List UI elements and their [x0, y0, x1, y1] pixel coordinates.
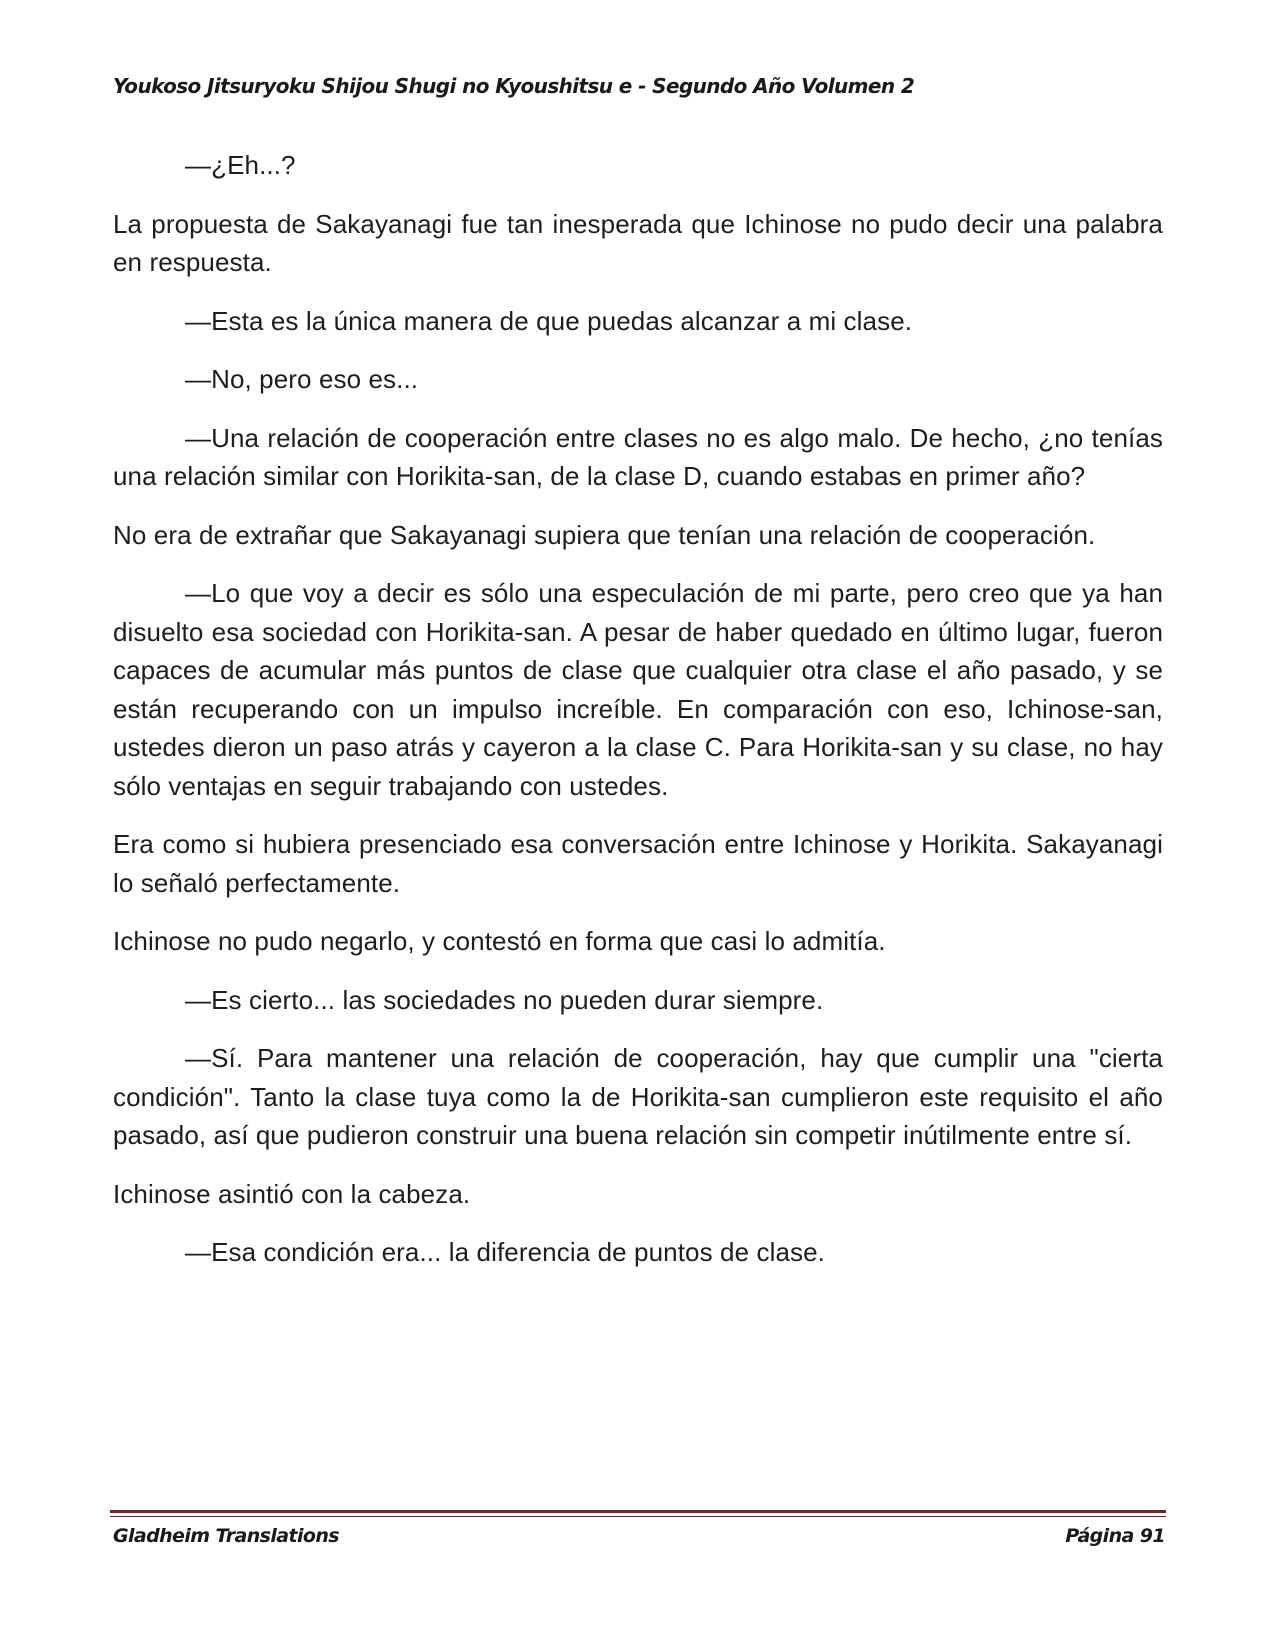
paragraph: Ichinose asintió con la cabeza.	[113, 1178, 471, 1209]
paragraph: Era como si hubiera presenciado esa conversación entre Ichinose y Horikita. Sakayanagi lo señaló perfectamente.	[113, 829, 1163, 898]
paragraph: —No, pero eso es...	[185, 364, 419, 394]
paragraph: —Esta es la única manera de que puedas alcanzar a mi clase.	[185, 305, 913, 336]
footer-divider	[110, 1510, 1166, 1513]
body-text	[113, 146, 1163, 1292]
footer-divider-thin	[110, 1516, 1166, 1517]
paragraph: No era de extrañar que Sakayanagi supiera que tenían una relación de cooperación.	[113, 519, 1096, 550]
paragraph: —¿Eh...?	[185, 150, 296, 180]
paragraph: La propuesta de Sakayanagi fue tan inesperada que Ichinose no pudo decir una palabra en respuesta.	[113, 208, 1163, 277]
paragraph: —Sí. Para mantener una relación de cooperación, hay que cumplir una "cierta condición". Tanto la clase tuya como la de Horikita-san cumplieron este requisito el año pasado, así que pudieron construir una buena relación sin competir inútilmente entre sí.	[113, 1043, 1163, 1150]
footer-translator: Gladheim Translations	[113, 1525, 339, 1547]
page-number: Página 91	[1065, 1525, 1165, 1547]
paragraph: —Es cierto... las sociedades no pueden durar siempre.	[185, 984, 824, 1015]
paragraph: —Una relación de cooperación entre clases no es algo malo. De hecho, ¿no tenías una relación similar con Horikita-san, de la clase D, cuando estabas en primer año?	[113, 422, 1163, 491]
page-header: Youkoso Jitsuryoku Shijou Shugi no Kyoushitsu e - Segundo Año Volumen 2	[113, 74, 915, 98]
paragraph: —Esa condición era... la diferencia de puntos de clase.	[185, 1237, 825, 1267]
paragraph: —Lo que voy a decir es sólo una especulación de mi parte, pero creo que ya han disuelto esa sociedad con Horikita-san. A pesar de haber quedado en último lugar, fueron capaces de acumular más puntos de clase que cualquier otra clase el año pasado, y se están recuperando con un impulso increíble. En comparación con eso, Ichinose-san, ustedes dieron un paso atrás y cayeron a la clase C. Para Horikita-san y su clase, no hay sólo ventajas en seguir trabajando con ustedes.	[113, 578, 1163, 801]
paragraph: Ichinose no pudo negarlo, y contestó en forma que casi lo admitía.	[113, 926, 886, 956]
